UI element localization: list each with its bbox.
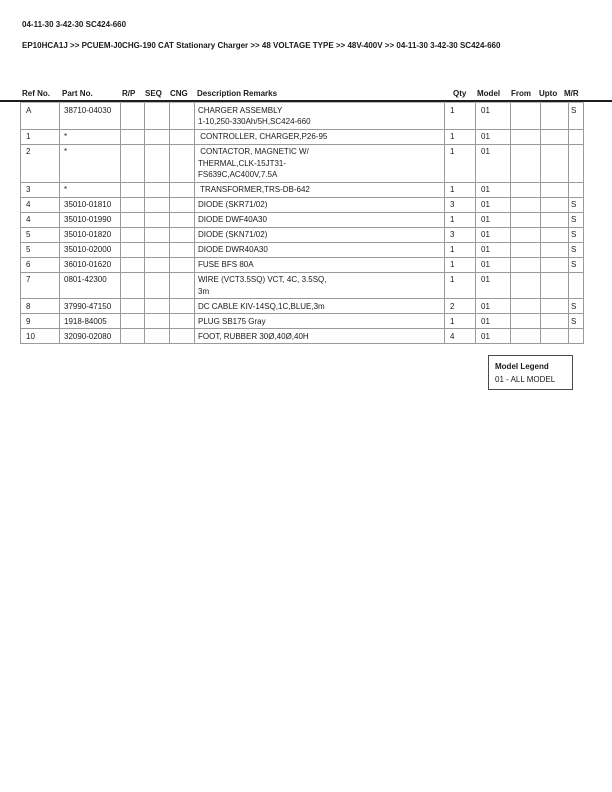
cell-rp xyxy=(121,183,145,198)
cell-part: 37990-47150 xyxy=(60,299,121,314)
cell-part: 35010-01990 xyxy=(60,213,121,228)
cell-desc xyxy=(195,314,445,329)
cell-rp xyxy=(121,213,145,228)
cell-ref: 10 xyxy=(21,329,60,344)
cell-upto xyxy=(541,299,569,314)
cell-qty: 1 xyxy=(445,145,476,183)
col-header-desc: Description Remarks xyxy=(197,89,278,98)
cell-from xyxy=(511,130,541,145)
cell-cng xyxy=(170,273,195,300)
cell-qty: 1 xyxy=(445,103,476,130)
col-header-rp: R/P xyxy=(122,89,136,98)
cell-desc xyxy=(195,228,445,243)
description-line: WIRE (VCT3.5SQ) VCT, 4C, 3.5SQ, xyxy=(198,275,327,284)
cell-seq xyxy=(145,198,170,213)
cell-mr: S xyxy=(569,314,584,329)
cell-desc xyxy=(195,258,445,273)
cell-from xyxy=(511,243,541,258)
cell-ref: 5 xyxy=(21,243,60,258)
cell-model: 01 xyxy=(476,329,511,344)
cell-model: 01 xyxy=(476,213,511,228)
cell-part: * xyxy=(60,183,121,198)
cell-mr: S xyxy=(569,228,584,243)
cell-model: 01 xyxy=(476,183,511,198)
table-row xyxy=(21,213,584,228)
model-legend-box xyxy=(488,355,573,390)
cell-mr: S xyxy=(569,243,584,258)
col-header-qty: Qty xyxy=(453,89,467,98)
cell-part: * xyxy=(60,130,121,145)
cell-upto xyxy=(541,198,569,213)
cell-mr xyxy=(569,183,584,198)
cell-part: * xyxy=(60,145,121,183)
cell-upto xyxy=(541,213,569,228)
cell-cng xyxy=(170,103,195,130)
cell-desc xyxy=(195,329,445,344)
cell-ref: 8 xyxy=(21,299,60,314)
breadcrumb: EP10HCA1J >> PCUEM-J0CHG-190 CAT Stationary Charger >> 48 VOLTAGE TYPE >> 48V-400V >> 04-11-30 3-42-30 SC424-660 xyxy=(22,41,501,50)
description-line: FOOT, RUBBER 30Ø,40Ø,40H xyxy=(198,331,309,341)
cell-model: 01 xyxy=(476,228,511,243)
table-row xyxy=(21,103,584,130)
cell-seq xyxy=(145,273,170,300)
cell-rp xyxy=(121,273,145,300)
cell-model: 01 xyxy=(476,103,511,130)
table-row xyxy=(21,299,584,314)
cell-cng xyxy=(170,329,195,344)
description-line: DIODE DWR40A30 xyxy=(198,245,268,254)
cell-desc xyxy=(195,299,445,314)
cell-ref: A xyxy=(21,103,60,130)
cell-from xyxy=(511,273,541,300)
col-header-part: Part No. xyxy=(62,89,93,98)
cell-from xyxy=(511,228,541,243)
description-line: CONTACTOR, MAGNETIC W/ xyxy=(198,147,309,156)
cell-desc xyxy=(195,183,445,198)
cell-mr: S xyxy=(569,213,584,228)
description-line: CHARGER ASSEMBLY xyxy=(198,105,283,115)
cell-qty: 1 xyxy=(445,130,476,145)
cell-cng xyxy=(170,314,195,329)
cell-qty: 3 xyxy=(445,228,476,243)
cell-model: 01 xyxy=(476,273,511,300)
description-line: DIODE DWF40A30 xyxy=(198,215,267,224)
cell-from xyxy=(511,103,541,130)
cell-from xyxy=(511,299,541,314)
cell-seq xyxy=(145,314,170,329)
cell-cng xyxy=(170,299,195,314)
description-line: THERMAL,CLK-15JT31- xyxy=(198,158,287,168)
col-header-from: From xyxy=(511,89,531,98)
cell-seq xyxy=(145,329,170,344)
table-row xyxy=(21,258,584,273)
cell-rp xyxy=(121,228,145,243)
cell-cng xyxy=(170,243,195,258)
cell-upto xyxy=(541,228,569,243)
col-header-ref: Ref No. xyxy=(22,89,50,98)
description-line: DC CABLE KIV-14SQ,1C,BLUE,3m xyxy=(198,301,325,311)
cell-qty: 3 xyxy=(445,198,476,213)
table-row xyxy=(21,130,584,145)
cell-desc xyxy=(195,198,445,213)
cell-qty: 1 xyxy=(445,273,476,300)
col-header-mr: M/R xyxy=(564,89,579,98)
cell-ref: 6 xyxy=(21,258,60,273)
cell-mr xyxy=(569,145,584,183)
col-header-seq: SEQ xyxy=(145,89,162,98)
description-line: FS639C,AC400V,7.5A xyxy=(198,170,278,179)
cell-ref: 4 xyxy=(21,198,60,213)
cell-cng xyxy=(170,145,195,183)
cell-from xyxy=(511,314,541,329)
cell-desc xyxy=(195,145,445,183)
table-row xyxy=(21,145,584,183)
table-row xyxy=(21,198,584,213)
cell-desc xyxy=(195,103,445,130)
cell-part: 35010-01820 xyxy=(60,228,121,243)
cell-ref: 3 xyxy=(21,183,60,198)
cell-part: 32090-02080 xyxy=(60,329,121,344)
cell-upto xyxy=(541,329,569,344)
parts-table xyxy=(20,102,584,344)
cell-cng xyxy=(170,183,195,198)
cell-cng xyxy=(170,213,195,228)
description-line: TRANSFORMER,TRS-DB-642 xyxy=(198,185,310,194)
cell-qty: 1 xyxy=(445,213,476,228)
cell-rp xyxy=(121,243,145,258)
cell-model: 01 xyxy=(476,258,511,273)
cell-model: 01 xyxy=(476,243,511,258)
cell-rp xyxy=(121,198,145,213)
table-column-headers xyxy=(0,88,612,100)
cell-upto xyxy=(541,314,569,329)
cell-qty: 1 xyxy=(445,314,476,329)
cell-from xyxy=(511,329,541,344)
cell-part: 38710-04030 xyxy=(60,103,121,130)
cell-part: 1918-84005 xyxy=(60,314,121,329)
description-line: 1-10,250-330Ah/5H,SC424-660 xyxy=(198,117,311,126)
table-row xyxy=(21,183,584,198)
model-legend-title: Model Legend xyxy=(495,361,549,371)
cell-qty: 2 xyxy=(445,299,476,314)
cell-from xyxy=(511,213,541,228)
cell-cng xyxy=(170,198,195,213)
cell-mr: S xyxy=(569,299,584,314)
cell-ref: 4 xyxy=(21,213,60,228)
cell-from xyxy=(511,183,541,198)
description-line: DIODE (SKR71/02) xyxy=(198,200,268,209)
cell-part: 36010-01620 xyxy=(60,258,121,273)
cell-desc xyxy=(195,130,445,145)
col-header-cng: CNG xyxy=(170,89,188,98)
cell-mr xyxy=(569,130,584,145)
cell-upto xyxy=(541,273,569,300)
cell-seq xyxy=(145,145,170,183)
table-row xyxy=(21,243,584,258)
table-row xyxy=(21,228,584,243)
cell-seq xyxy=(145,299,170,314)
cell-upto xyxy=(541,103,569,130)
table-row xyxy=(21,273,584,300)
cell-qty: 1 xyxy=(445,243,476,258)
cell-seq xyxy=(145,213,170,228)
description-line: 3m xyxy=(198,286,210,296)
cell-mr xyxy=(569,273,584,300)
cell-ref: 9 xyxy=(21,314,60,329)
cell-seq xyxy=(145,243,170,258)
cell-seq xyxy=(145,130,170,145)
model-legend-entry: 01 - ALL MODEL xyxy=(495,374,556,384)
cell-desc xyxy=(195,273,445,300)
cell-rp xyxy=(121,258,145,273)
cell-ref: 7 xyxy=(21,273,60,300)
cell-ref: 1 xyxy=(21,130,60,145)
cell-cng xyxy=(170,258,195,273)
report-title: 04-11-30 3-42-30 SC424-660 xyxy=(22,20,127,29)
cell-model: 01 xyxy=(476,299,511,314)
cell-upto xyxy=(541,183,569,198)
cell-from xyxy=(511,198,541,213)
cell-seq xyxy=(145,258,170,273)
cell-seq xyxy=(145,183,170,198)
cell-seq xyxy=(145,228,170,243)
cell-from xyxy=(511,145,541,183)
cell-part: 35010-01810 xyxy=(60,198,121,213)
cell-part: 35010-02000 xyxy=(60,243,121,258)
col-header-model: Model xyxy=(477,89,501,98)
cell-rp xyxy=(121,145,145,183)
cell-ref: 5 xyxy=(21,228,60,243)
cell-mr: S xyxy=(569,103,584,130)
description-line: FUSE BFS 80A xyxy=(198,260,254,269)
cell-model: 01 xyxy=(476,130,511,145)
table-row xyxy=(21,314,584,329)
cell-rp xyxy=(121,329,145,344)
cell-rp xyxy=(121,103,145,130)
cell-desc xyxy=(195,213,445,228)
table-row xyxy=(21,329,584,344)
cell-rp xyxy=(121,130,145,145)
cell-model: 01 xyxy=(476,145,511,183)
cell-model: 01 xyxy=(476,314,511,329)
cell-from xyxy=(511,258,541,273)
description-line: DIODE (SKN71/02) xyxy=(198,230,268,239)
cell-seq xyxy=(145,103,170,130)
cell-mr xyxy=(569,329,584,344)
cell-upto xyxy=(541,130,569,145)
cell-upto xyxy=(541,258,569,273)
cell-cng xyxy=(170,228,195,243)
description-line: CONTROLLER, CHARGER,P26-95 xyxy=(198,132,328,141)
cell-part: 0801-42300 xyxy=(60,273,121,300)
cell-qty: 4 xyxy=(445,329,476,344)
cell-upto xyxy=(541,145,569,183)
cell-cng xyxy=(170,130,195,145)
cell-upto xyxy=(541,243,569,258)
cell-qty: 1 xyxy=(445,183,476,198)
cell-ref: 2 xyxy=(21,145,60,183)
cell-model: 01 xyxy=(476,198,511,213)
col-header-upto: Upto xyxy=(539,89,558,98)
cell-rp xyxy=(121,314,145,329)
cell-mr: S xyxy=(569,258,584,273)
cell-qty: 1 xyxy=(445,258,476,273)
cell-rp xyxy=(121,299,145,314)
cell-desc xyxy=(195,243,445,258)
cell-mr: S xyxy=(569,198,584,213)
description-line: PLUG SB175 Gray xyxy=(198,316,266,326)
